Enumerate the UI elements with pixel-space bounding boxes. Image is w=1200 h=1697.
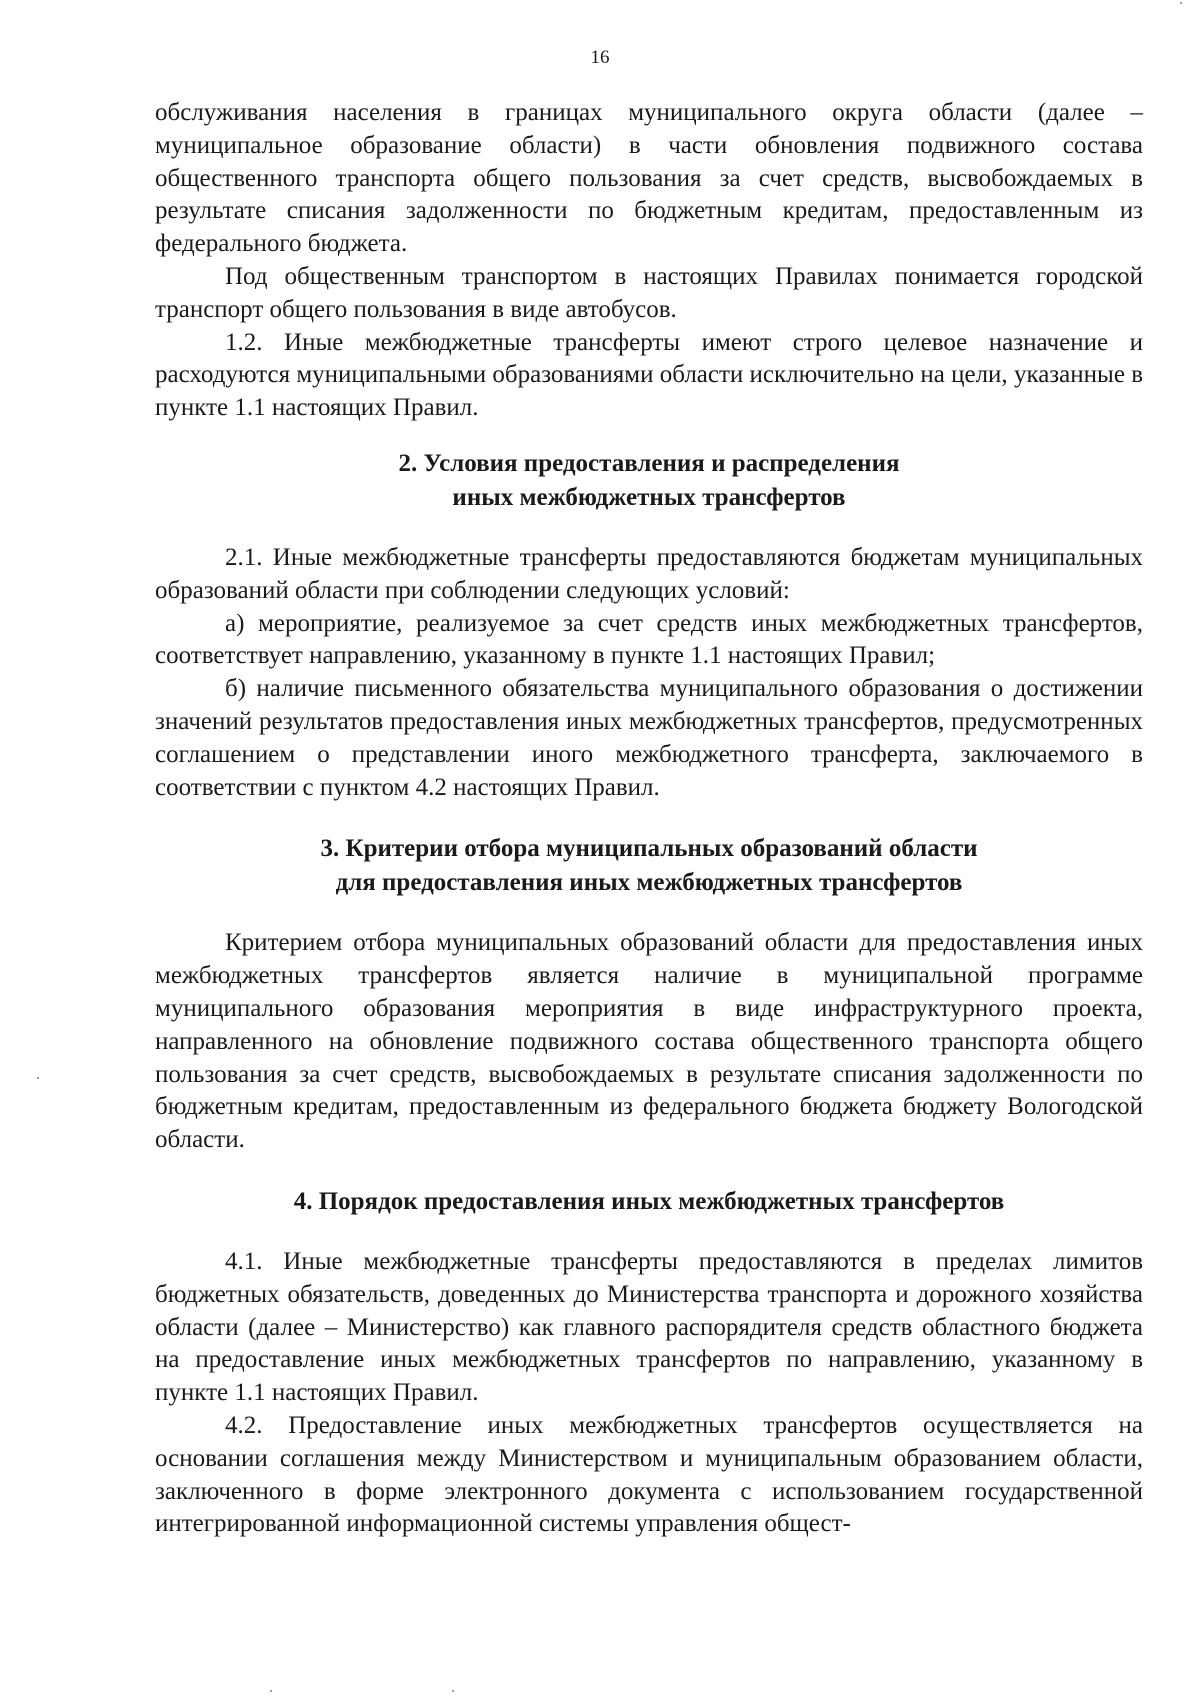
document-body [155,97,1143,1541]
paragraph-public-transport-definition: Под общественным транспортом в настоящих Правилах понимается городской транспорт общего пользования в виде автобусов. [155,262,1143,323]
paragraph-4-1: 4.1. Иные межбюджетные трансферты предоставляются в пределах лимитов бюджетных обязательств, доведенных до Министерства транспорта и дорожного хозяйства области (далее – Министерство) как главного распорядителя средств областного бюджета на предоставление иных межбюджетных трансфертов по направлению, указанному в пункте 1.1 настоящих Правил. [155,1247,1143,1407]
paragraph-intro-continuation: обслуживания населения в границах муниципального округа области (далее – муниципальное образование области) в части обновления подвижного состава общественного транспорта общего пользования за счет средств, высвобождаемых в результате списания задолженности по бюджетным кредитам, предоставленным из федерального бюджета. [155,99,1143,258]
section-4-heading [155,1185,1143,1219]
scan-speck [452,1690,454,1692]
paragraph-4-2: 4.2. Предоставление иных межбюджетных трансфертов осуществляется на основании соглашения между Министерством и муниципальным образованием области, заключенного в форме электронного документа с использованием государственной интегрированной информационной системы управления общест- [155,1411,1143,1538]
paragraph-2-1-a: а) мероприятие, реализуемое за счет средств иных межбюджетных трансфертов, соответствует направлению, указанному в пункте 1.1 настоящих Правил; [155,609,1143,670]
section-2-heading [155,447,1143,515]
scan-speck [1180,2,1182,4]
paragraph-1-2: 1.2. Иные межбюджетные трансферты имеют строго целевое назначение и расходуются муниципальными образованиями области исключительно на цели, указанные в пункте 1.1 настоящих Правил. [155,328,1143,422]
section-3-title-line-1: 3. Критерии отбора муниципальных образований области [320,835,978,863]
section-2-title-line-2: иных межбюджетных трансфертов [452,483,846,511]
paragraph-3-criteria: Критерием отбора муниципальных образований области для предоставления иных межбюджетных трансфертов является наличие в муниципальной программе муниципального образования мероприятия в виде инфраструктурного проекта, направленного на обновление подвижного состава общественного транспорта общего пользования за счет средств, высвобождаемых в результате списания задолженности по бюджетным кредитам, предоставленным из федерального бюджета бюджету Вологодской области. [155,929,1143,1154]
page-number: 16 [590,47,610,68]
scan-speck [270,1690,272,1692]
section-3-heading [155,832,1143,900]
section-4-title: 4. Порядок предоставления иных межбюджетных трансфертов [293,1187,1005,1215]
scan-speck [37,1077,39,1079]
section-2-title-line-1: 2. Условия предоставления и распределения [398,449,900,477]
paragraph-2-1: 2.1. Иные межбюджетные трансферты предоставляются бюджетам муниципальных образований области при соблюдении следующих условий: [155,543,1143,604]
section-3-title-line-2: для предоставления иных межбюджетных трансфертов [335,869,963,897]
paragraph-2-1-b: б) наличие письменного обязательства муниципального образования о достижении значений результатов предоставления иных межбюджетных трансфертов, предусмотренных соглашением о представлении иного межбюджетного трансферта, заключаемого в соответствии с пунктом 4.2 настоящих Правил. [155,675,1143,801]
